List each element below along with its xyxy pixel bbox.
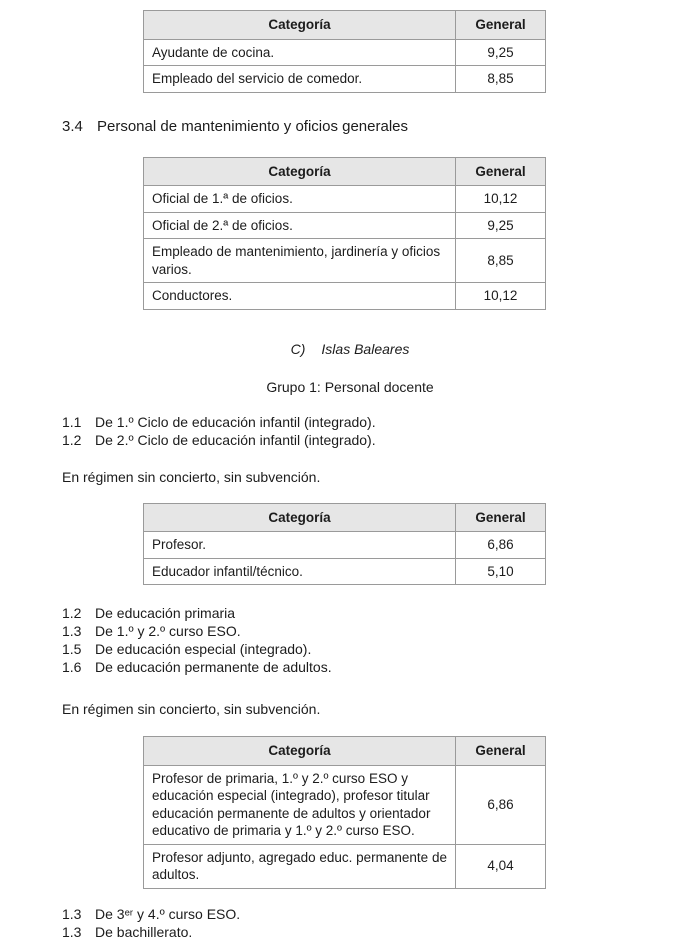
list-item-text: De educación especial (integrado).: [95, 641, 312, 657]
table-cocina: [143, 10, 546, 93]
list-item-text: De 2.º Ciclo de educación infantil (integrado).: [95, 431, 376, 448]
list-final: [0, 905, 700, 941]
category-cell: Profesor adjunto, agregado educ. permanente de adultos.: [144, 844, 456, 888]
table-row: [144, 765, 546, 844]
list-item: [62, 622, 700, 640]
table-row: [144, 844, 546, 888]
category-cell: Oficial de 1.ª de oficios.: [144, 186, 456, 213]
value-cell: 6,86: [456, 765, 546, 844]
regime-paragraph: En régimen sin concierto, sin subvención.: [62, 468, 321, 485]
section-number: 3.4: [62, 117, 83, 135]
table-row: [144, 239, 546, 283]
list-item-text: De 1.º y 2.º curso ESO.: [95, 623, 241, 639]
region-label: C): [290, 340, 306, 357]
list-item: [62, 604, 700, 622]
list-item: [62, 905, 700, 923]
category-cell: Educador infantil/técnico.: [144, 558, 456, 585]
list-item: [62, 658, 700, 676]
list-item-text: De educación primaria: [95, 605, 236, 621]
table-row: [144, 186, 546, 213]
category-header: Categoría: [144, 157, 456, 186]
value-cell: 9,25: [456, 39, 546, 66]
list-item-text: De 3ᵉʳ y 4.º curso ESO.: [95, 905, 241, 922]
table-row: [144, 283, 546, 310]
category-header: Categoría: [144, 503, 456, 532]
table-row: [144, 532, 546, 559]
document-page: [0, 10, 700, 940]
table-header-row: [144, 11, 546, 40]
table-docente-infantil: [143, 503, 546, 586]
group-heading: Grupo 1: Personal docente: [266, 378, 434, 395]
value-cell: 4,04: [456, 844, 546, 888]
section-title: Personal de mantenimiento y oficios generales: [97, 117, 409, 135]
category-cell: Empleado del servicio de comedor.: [144, 66, 456, 93]
list-item-number: 1.3: [62, 905, 82, 922]
list-item: [62, 923, 700, 941]
general-header: General: [456, 737, 546, 766]
table-header-row: [144, 503, 546, 532]
value-cell: 10,12: [456, 186, 546, 213]
category-cell: Ayudante de cocina.: [144, 39, 456, 66]
list-item-number: 1.6: [62, 659, 82, 675]
general-header: General: [456, 11, 546, 40]
list-primaria: [0, 604, 700, 676]
list-item-text: De educación permanente de adultos.: [95, 659, 332, 675]
category-cell: Profesor.: [144, 532, 456, 559]
value-cell: 6,86: [456, 532, 546, 559]
general-header: General: [456, 503, 546, 532]
section-heading-34: [62, 118, 700, 136]
list-item-number: 1.3: [62, 623, 82, 639]
list-item-number: 1.1: [62, 413, 82, 430]
value-cell: 10,12: [456, 283, 546, 310]
value-cell: 5,10: [456, 558, 546, 585]
list-item-number: 1.2: [62, 431, 82, 448]
list-item-number: 1.5: [62, 641, 82, 657]
list-item-number: 1.2: [62, 605, 82, 621]
category-cell: Empleado de mantenimiento, jardinería y oficios varios.: [144, 239, 456, 283]
category-cell: Profesor de primaria, 1.º y 2.º curso ESO y educación especial (integrado), profesor titular educación permanente de adultos y orientador educativo de primaria y 1.º y 2.º curso ESO.: [144, 765, 456, 844]
list-item: [62, 431, 700, 449]
table-row: [144, 66, 546, 93]
category-header: Categoría: [144, 737, 456, 766]
list-item: [62, 413, 700, 431]
region-heading: [0, 340, 700, 358]
table-row: [144, 39, 546, 66]
regime-paragraph: En régimen sin concierto, sin subvención.: [62, 701, 321, 717]
table-row: [144, 558, 546, 585]
category-header: Categoría: [144, 11, 456, 40]
list-item-number: 1.3: [62, 923, 82, 940]
list-item-text: De bachillerato.: [95, 923, 193, 940]
general-header: General: [456, 157, 546, 186]
value-cell: 9,25: [456, 212, 546, 239]
category-cell: Oficial de 2.ª de oficios.: [144, 212, 456, 239]
list-item-text: De 1.º Ciclo de educación infantil (integrado).: [95, 413, 376, 430]
table-docente-primaria: [143, 736, 546, 889]
list-item: [62, 640, 700, 658]
value-cell: 8,85: [456, 66, 546, 93]
table-mantenimiento: [143, 157, 546, 310]
table-header-row: [144, 737, 546, 766]
table-header-row: [144, 157, 546, 186]
list-infantil: [0, 413, 700, 449]
table-row: [144, 212, 546, 239]
category-cell: Conductores.: [144, 283, 456, 310]
region-title: Islas Baleares: [321, 340, 410, 357]
value-cell: 8,85: [456, 239, 546, 283]
